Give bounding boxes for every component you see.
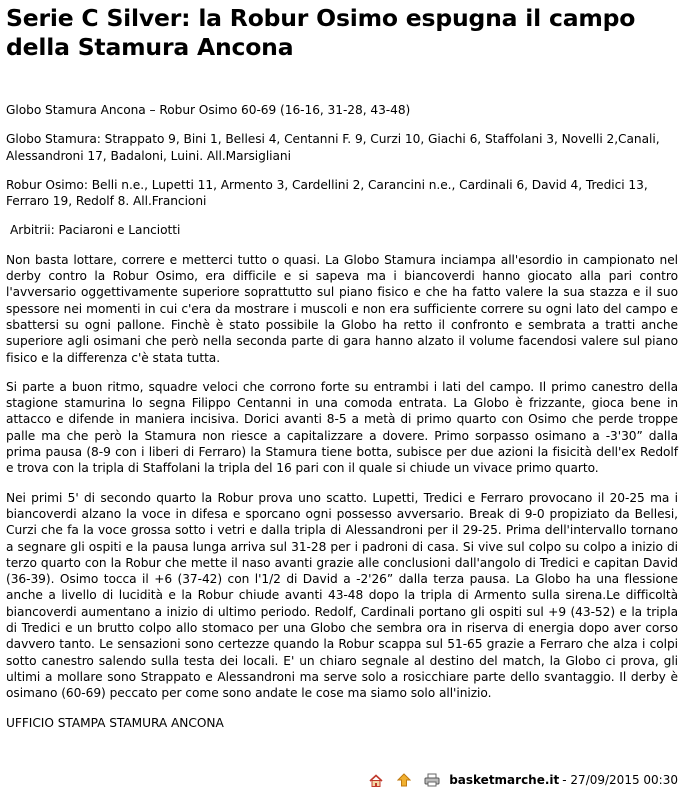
paragraph-first-quarter: Si parte a buon ritmo, squadre veloci che corrono forte su entrambi i lati del campo. Il primo canestro della stagione stamurina lo segna Filippo Centanni in una comoda entrata. La Globo è frizzante, gioca bene in attacco e difende in maniera incisiva. Dorici avanti 8-5 a metà di primo quarto con Osimo che perde troppe palle ma che però la Stamura non riesce a capitalizzare a dovere. Primo sorpasso osimano a -3'30” dalla prima pausa (8-9 con i liberi di Ferraro) la Stamura tiene botta, subisce per due azioni la fisicità dell'ex Redolf e trova con la tripla di Staffolani la tripla del 16 pari con il quale si chiude un vivace primo quarto. [6, 379, 678, 476]
site-name[interactable]: basketmarche.it [449, 773, 560, 787]
article-body [6, 102, 678, 731]
up-arrow-icon[interactable] [395, 772, 413, 788]
home-icon[interactable] [367, 772, 385, 788]
press-office-signature: UFFICIO STAMPA STAMURA ANCONA [6, 715, 224, 730]
publish-date: - 27/09/2015 00:30 [562, 773, 678, 787]
article-footer [0, 771, 678, 789]
score-line: Globo Stamura Ancona – Robur Osimo 60-69 (16-16, 31-28, 43-48) [6, 103, 411, 117]
print-icon[interactable] [423, 772, 441, 788]
paragraph-game-summary: Nei primi 5' di secondo quarto la Robur prova uno scatto. Lupetti, Tredici e Ferraro provocano il 20-25 ma i biancoverdi alzano la voce in difesa e sporcano ogni possesso avversario. Break di 9-0 propiziato da Bellesi, Curzi che fa la voce grossa sotto i vetri e dalla tripla di Alessandroni per il 29-25. Prima dell'intervallo tornano a segnare gli ospiti e la pausa lunga arriva sul 31-28 per i padroni di casa. Si vive sul colpo su colpo a inizio di terzo quarto con la Robur che mette il naso avanti grazie alle conclusioni dall'angolo di Tredici e capitan David (36-39). Osimo tocca il +6 (37-42) con l'1/2 di David a -2'26” dalla terza pausa. La Globo ha una flessione anche a livello di lucidità e la Robur chiude avanti 43-48 dopo la tripla di Armento sulla sirena.Le difficoltà biancoverdi aumentano a inizio di ultimo periodo. Redolf, Cardinali portano gli ospiti sul +9 (43-52) e la tripla di Tredici e un brutto colpo allo stomaco per una Globo che sembra ora in riserva di energia dopo aver corso davvero tanto. Le sensazioni sono certezze quando la Robur scappa sul 51-65 grazie a Ferraro che alza i colpi sotto canestro salendo sulla testa dei locali. E' un chiaro segnale al destino del match, la Globo ci prova, gli ultimi a mollare sono Strappato e Alessandroni ma serve solo a rosicchiare parte dello svantaggio. Il derby è osimano (60-69) peccato per come sono andate le cose ma siamo solo all'inizio. [6, 490, 678, 701]
away-roster: Robur Osimo: Belli n.e., Lupetti 11, Armento 3, Cardellini 2, Carancini n.e., Cardinali 6, David 4, Tredici 13, Ferraro 19, Redolf 8. All.Francioni [6, 177, 648, 209]
referees: Arbitrii: Paciaroni e Lanciotti [10, 223, 181, 238]
paragraph-intro: Non basta lottare, correre e metterci tutto o quasi. La Globo Stamura inciampa all'esordio in campionato nel derby contro la Robur Osimo, era difficile e si sapeva ma i biancoverdi hanno giocato alla pari contro l'avversario oggettivamente superiore soprattutto sul piano fisico e che ha fatto valere la sua stazza e il suo spessore nei momenti in cui c'era da mostrare i muscoli e non era sufficiente correre su ogni lato del campo e sbattersi su ogni pallone. Finchè è stato possibile la Globo ha retto il confronto e sembrata a tratti anche superiore agli osimani che però nella seconda parte di gara hanno alzato il volume facendosi valere sul piano fisico e la differenza c'è stata tutta. [6, 252, 678, 365]
article-title: Serie C Silver: la Robur Osimo espugna il campo della Stamura Ancona [6, 4, 636, 61]
home-roster: Globo Stamura: Strappato 9, Bini 1, Bellesi 4, Centanni F. 9, Curzi 10, Giachi 6, Staffolani 3, Novelli 2,Canali, Alessandroni 17, Badaloni, Luini. All.Marsigliani [6, 132, 660, 163]
